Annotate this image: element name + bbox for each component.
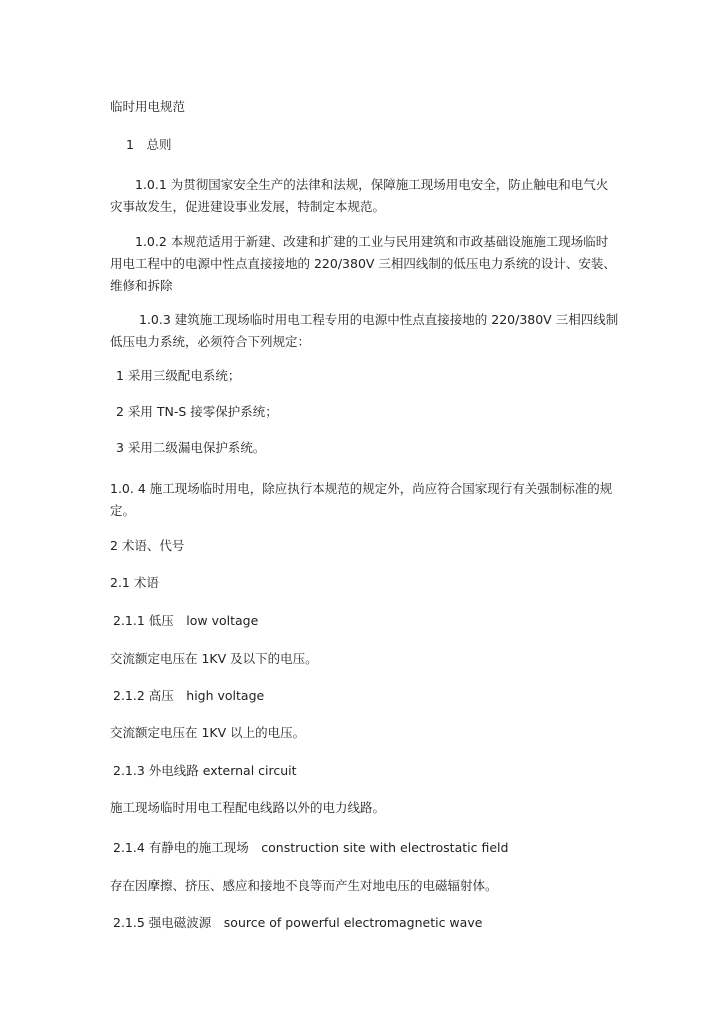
clause-1-0-3-line-1: 1.0.3 建筑施工现场临时用电工程专用的电源中性点直接接地的 220/380V 三相四线制 [139,312,619,327]
section-heading-general: 1 总则 [126,137,172,152]
clause-1-0-1-line-1: 1.0.1 为贯彻国家安全生产的法律和法规，保障施工现场用电安全，防止触电和电气火 [135,177,609,192]
term-definition: 存在因摩擦、挤压、感应和接地不良等而产生对地电压的电磁辐射体。 [110,878,498,893]
subsection-heading-terms: 2.1 术语 [110,575,159,590]
rule-item-1: 1 采用三级配电系统； [116,368,241,383]
term-heading: 2.1.5 强电磁波源 source of powerful electromagnetic wave [113,915,483,930]
rule-item-2: 2 采用 TN-S 接零保护系统； [116,404,278,419]
clause-1-0-2-line-1: 1.0.2 本规范适用于新建、改建和扩建的工业与民用建筑和市政基础设施施工现场临时 [135,234,609,249]
clause-1-0-4-line-2: 定。 [110,503,136,518]
clause-1-0-3-line-2: 低压电力系统，必须符合下列规定： [110,334,311,349]
term-definition: 施工现场临时用电工程配电线路以外的电力线路。 [110,800,386,815]
clause-1-0-2-line-2: 用电工程中的电源中性点直接接地的 220/380V 三相四线制的低压电力系统的设计、安装、 [110,256,616,271]
term-definition: 交流额定电压在 1KV 及以下的电压。 [110,651,318,666]
term-definition: 交流额定电压在 1KV 以上的电压。 [110,725,306,740]
clause-1-0-4-line-1: 1.0. 4 施工现场临时用电，除应执行本规范的规定外，尚应符合国家现行有关强制标准的规 [110,481,613,496]
term-heading: 2.1.2 高压 high voltage [113,688,265,703]
term-heading: 2.1.4 有静电的施工现场 construction site with electrostatic field [113,840,509,855]
clause-1-0-2-line-3: 维修和拆除 [110,278,173,293]
clause-1-0-1-line-2: 灾事故发生，促进建设事业发展，特制定本规范。 [110,199,386,214]
term-heading: 2.1.3 外电线路 external circuit [113,763,297,778]
document-title: 临时用电规范 [110,99,186,114]
section-heading-terms-codes: 2 术语、代号 [110,538,185,553]
rule-item-3: 3 采用二级漏电保护系统。 [116,440,266,455]
term-heading: 2.1.1 低压 low voltage [113,613,259,628]
